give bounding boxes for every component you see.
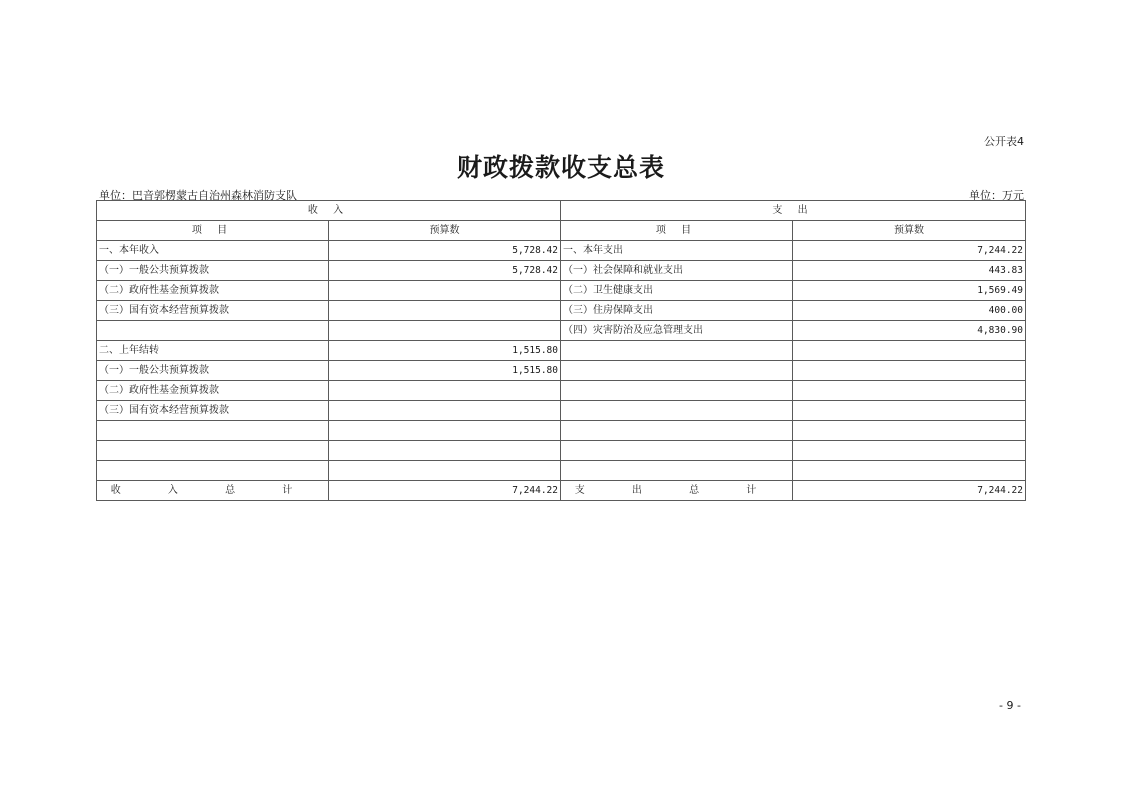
expense-item-cell: [561, 441, 793, 461]
table-row: [97, 381, 1026, 401]
income-value-cell: [329, 441, 561, 461]
income-item-cell: [97, 421, 329, 441]
income-item-cell: 二、上年结转: [97, 341, 329, 361]
table-row: [97, 461, 1026, 481]
income-value-cell: 1,515.80: [329, 361, 561, 381]
expense-item-cell: [561, 381, 793, 401]
expense-item-cell: （一）社会保障和就业支出: [561, 261, 793, 281]
income-value-cell: [329, 401, 561, 421]
income-total-label: 收 入 总 计: [97, 481, 329, 501]
table-row: [97, 321, 1026, 341]
income-item-cell: （二）政府性基金预算拨款: [97, 281, 329, 301]
expense-value-cell: 400.00: [793, 301, 1026, 321]
income-budget-header: 预算数: [329, 221, 561, 241]
expense-total-label: 支 出 总 计: [561, 481, 793, 501]
expense-value-cell: 443.83: [793, 261, 1026, 281]
income-value-cell: [329, 321, 561, 341]
income-value-cell: [329, 301, 561, 321]
income-item-header: 项 目: [97, 221, 329, 241]
expense-value-cell: 7,244.22: [793, 241, 1026, 261]
expense-value-cell: [793, 381, 1026, 401]
income-total-value: 7,244.22: [329, 481, 561, 501]
page-number: - 9 -: [999, 699, 1021, 712]
expense-item-cell: [561, 461, 793, 481]
income-section-header: 收 入: [97, 201, 561, 221]
income-item-cell: （二）政府性基金预算拨款: [97, 381, 329, 401]
table-row: [97, 301, 1026, 321]
expense-value-cell: 4,830.90: [793, 321, 1026, 341]
table-row: [97, 441, 1026, 461]
organization-unit: 单位：巴音郭楞蒙古自治州森林消防支队: [99, 189, 297, 202]
expense-budget-header: 预算数: [793, 221, 1026, 241]
income-item-cell: 一、本年收入: [97, 241, 329, 261]
table-row: [97, 261, 1026, 281]
income-item-cell: （三）国有资本经营预算拨款: [97, 401, 329, 421]
income-item-cell: （一）一般公共预算拨款: [97, 361, 329, 381]
expense-total-value: 7,244.22: [793, 481, 1026, 501]
income-item-cell: [97, 321, 329, 341]
column-header-row: [97, 221, 1026, 241]
expense-value-cell: 1,569.49: [793, 281, 1026, 301]
income-value-cell: [329, 281, 561, 301]
expense-item-header: 项 目: [561, 221, 793, 241]
income-item-cell: （三）国有资本经营预算拨款: [97, 301, 329, 321]
totals-row: [97, 481, 1026, 501]
expense-value-cell: [793, 461, 1026, 481]
expense-item-cell: [561, 341, 793, 361]
expense-item-cell: （二）卫生健康支出: [561, 281, 793, 301]
expense-value-cell: [793, 341, 1026, 361]
income-value-cell: [329, 461, 561, 481]
table-row: [97, 421, 1026, 441]
currency-unit: 单位：万元: [969, 189, 1024, 202]
expense-value-cell: [793, 361, 1026, 381]
expense-item-cell: （三）住房保障支出: [561, 301, 793, 321]
budget-summary-table: [96, 200, 1026, 501]
table-row: [97, 241, 1026, 261]
table-row: [97, 401, 1026, 421]
expense-item-cell: [561, 421, 793, 441]
income-item-cell: （一）一般公共预算拨款: [97, 261, 329, 281]
document-title: 财政拨款收支总表: [456, 153, 665, 182]
expense-item-cell: （四）灾害防治及应急管理支出: [561, 321, 793, 341]
income-value-cell: [329, 421, 561, 441]
table-row: [97, 361, 1026, 381]
expense-item-cell: 一、本年支出: [561, 241, 793, 261]
income-value-cell: 1,515.80: [329, 341, 561, 361]
expense-item-cell: [561, 401, 793, 421]
income-item-cell: [97, 461, 329, 481]
income-value-cell: 5,728.42: [329, 241, 561, 261]
expense-item-cell: [561, 361, 793, 381]
expense-value-cell: [793, 441, 1026, 461]
expense-value-cell: [793, 421, 1026, 441]
expense-section-header: 支 出: [561, 201, 1026, 221]
expense-value-cell: [793, 401, 1026, 421]
table-row: [97, 281, 1026, 301]
table-row: [97, 341, 1026, 361]
table-code-label: 公开表4: [984, 135, 1024, 148]
section-header-row: [97, 201, 1026, 221]
income-value-cell: 5,728.42: [329, 261, 561, 281]
income-item-cell: [97, 441, 329, 461]
income-value-cell: [329, 381, 561, 401]
